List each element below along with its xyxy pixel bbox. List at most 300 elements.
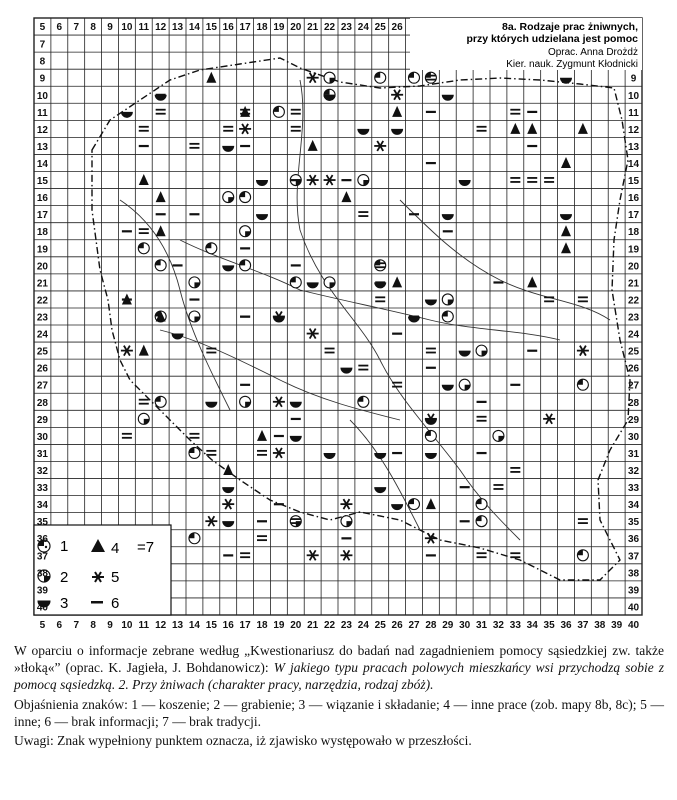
triangle-map-icon bbox=[561, 225, 571, 236]
top-col-label: 24 bbox=[357, 22, 369, 33]
left-row-label: 30 bbox=[36, 431, 49, 443]
circleQ-map-icon bbox=[577, 379, 588, 390]
rivers bbox=[120, 80, 610, 540]
circleQ-map-icon bbox=[409, 499, 420, 510]
equals-map-icon bbox=[477, 552, 487, 558]
right-row-label: 37 bbox=[627, 551, 640, 563]
right-row-label: 9 bbox=[630, 73, 637, 85]
dash-map-icon bbox=[122, 230, 132, 232]
left-row-label: 9 bbox=[39, 73, 46, 85]
bottom-col-label: 29 bbox=[442, 620, 454, 631]
asterisk-map-icon bbox=[121, 346, 133, 356]
asterisk-map-icon bbox=[324, 175, 336, 185]
dash-map-icon bbox=[527, 111, 537, 113]
dash-map-icon bbox=[139, 145, 149, 147]
equals-map-icon bbox=[578, 296, 588, 302]
equals-map-icon bbox=[257, 450, 267, 456]
left-row-label: 34 bbox=[36, 500, 49, 512]
halfCircle-map-icon bbox=[442, 95, 454, 101]
left-row-label: 8 bbox=[39, 56, 46, 68]
equals-map-icon bbox=[139, 399, 149, 405]
left-row-label: 13 bbox=[36, 141, 49, 153]
halfCircle-map-icon bbox=[425, 453, 437, 459]
equals-map-icon bbox=[156, 109, 166, 115]
bottom-col-label: 28 bbox=[425, 620, 437, 631]
halfCircle-map-icon bbox=[357, 129, 369, 135]
top-col-label: 9 bbox=[107, 22, 113, 33]
equals-map-icon bbox=[257, 535, 267, 541]
country-border bbox=[92, 58, 630, 580]
dash-map-icon bbox=[409, 213, 419, 215]
circleQ2-map-icon bbox=[240, 226, 251, 237]
bottom-col-label: 15 bbox=[205, 620, 217, 631]
left-row-label: 7 bbox=[39, 39, 46, 51]
halfCircle-map-icon bbox=[391, 504, 403, 510]
right-row-label: 28 bbox=[627, 397, 640, 409]
dash-map-icon bbox=[189, 298, 199, 300]
equals-map-icon bbox=[358, 365, 368, 371]
right-row-label: 33 bbox=[627, 483, 640, 495]
top-col-label: 23 bbox=[340, 22, 353, 33]
equals-map-icon bbox=[122, 433, 132, 439]
equals-map-icon bbox=[206, 450, 216, 456]
asterisk-map-icon bbox=[307, 175, 319, 185]
bottom-col-label: 9 bbox=[107, 620, 113, 631]
equals-map-icon bbox=[189, 433, 199, 439]
left-row-label: 35 bbox=[36, 517, 49, 529]
bottom-col-label: 18 bbox=[256, 620, 268, 631]
equals-map-icon bbox=[578, 518, 588, 524]
legend-label-5: 5 bbox=[111, 569, 120, 586]
left-row-label: 15 bbox=[36, 176, 49, 188]
bottom-col-label: 38 bbox=[594, 620, 606, 631]
right-row-label: 20 bbox=[627, 261, 640, 273]
dash-map-icon bbox=[274, 503, 284, 505]
equals-map-icon bbox=[291, 126, 301, 132]
legend-label-4: 4 bbox=[111, 540, 120, 557]
circleQ2-map-icon bbox=[223, 192, 234, 203]
bottom-col-label: 27 bbox=[408, 620, 420, 631]
left-row-label: 18 bbox=[36, 227, 49, 239]
equals-map-icon bbox=[510, 177, 520, 183]
triangle-map-icon bbox=[139, 345, 149, 356]
circleQ2-map-icon bbox=[240, 396, 251, 407]
triangle-map-icon bbox=[308, 140, 318, 151]
right-row-label: 22 bbox=[627, 295, 640, 307]
asterisk-map-icon bbox=[222, 499, 234, 509]
halfCircle-map-icon bbox=[222, 265, 234, 271]
triangle-map-icon bbox=[527, 276, 537, 287]
asterisk-map-icon bbox=[374, 141, 386, 151]
top-col-label: 20 bbox=[290, 22, 302, 33]
left-row-label: 37 bbox=[36, 551, 49, 563]
dash-map-icon bbox=[240, 145, 250, 147]
bottom-col-label: 14 bbox=[188, 620, 201, 631]
equals-map-icon bbox=[392, 382, 402, 388]
right-row-label: 10 bbox=[627, 90, 640, 102]
dash-map-icon bbox=[426, 111, 436, 113]
left-row-label: 27 bbox=[36, 380, 49, 392]
asterisk-map-icon bbox=[307, 73, 319, 83]
asterisk-map-icon bbox=[543, 414, 555, 424]
dash-map-icon bbox=[527, 350, 537, 352]
asterisk-map-icon bbox=[307, 550, 319, 560]
bottom-col-label: 23 bbox=[340, 620, 353, 631]
right-row-label: 31 bbox=[627, 448, 640, 460]
bottom-col-label: 17 bbox=[239, 620, 251, 631]
right-row-label: 29 bbox=[627, 414, 640, 426]
circleQ2-map-icon bbox=[442, 294, 453, 305]
halfCircle-map-icon bbox=[121, 112, 133, 118]
top-col-label: 5 bbox=[39, 22, 46, 33]
left-row-label: 14 bbox=[36, 158, 49, 170]
caption bbox=[14, 642, 664, 751]
left-row-label: 21 bbox=[36, 278, 49, 290]
dash-map-icon bbox=[173, 264, 183, 266]
map-supervisor: Kier. nauk. Zygmunt Kłodnicki bbox=[506, 59, 638, 70]
asterisk-map-icon bbox=[307, 329, 319, 339]
circleQ2-map-icon bbox=[324, 277, 335, 288]
bottom-col-label: 7 bbox=[73, 620, 80, 631]
dash-map-icon bbox=[223, 554, 233, 556]
left-row-label: 11 bbox=[37, 107, 48, 119]
equals-map-icon bbox=[510, 552, 520, 558]
halfCircle-map-icon bbox=[256, 214, 268, 220]
left-row-label: 32 bbox=[36, 466, 49, 478]
halfCircle-map-icon bbox=[340, 368, 352, 374]
bottom-col-label: 33 bbox=[509, 620, 521, 631]
asterisk-map-icon bbox=[239, 124, 251, 134]
right-row-label: 27 bbox=[627, 380, 640, 392]
map-title-line1: 8a. Rodzaje prac żniwnych, bbox=[502, 21, 638, 33]
halfCircle-map-icon bbox=[374, 453, 386, 459]
dash-map-icon bbox=[291, 264, 301, 266]
circleQ-map-icon bbox=[290, 277, 301, 288]
top-col-label: 18 bbox=[256, 22, 268, 33]
legend-label-1: 1 bbox=[60, 538, 69, 555]
circleQ-map-icon bbox=[476, 516, 487, 527]
right-row-label: 40 bbox=[627, 602, 640, 614]
circleQ-map-icon bbox=[425, 430, 436, 441]
legend-label-6: 6 bbox=[111, 595, 120, 612]
asterisk-map-icon bbox=[205, 516, 217, 526]
equals-map-icon bbox=[493, 484, 503, 490]
triangle-map-icon bbox=[206, 72, 216, 83]
top-col-label: 25 bbox=[374, 22, 386, 33]
right-row-label: 14 bbox=[627, 158, 640, 170]
top-col-label: 16 bbox=[222, 22, 234, 33]
triangle-map-icon bbox=[561, 242, 571, 253]
bottom-col-label: 37 bbox=[577, 620, 589, 631]
right-row-label: 26 bbox=[627, 363, 640, 375]
left-row-label: 25 bbox=[36, 346, 49, 358]
right-row-label: 34 bbox=[627, 500, 640, 512]
equals-map-icon bbox=[426, 348, 436, 354]
right-row-label: 24 bbox=[627, 329, 640, 341]
dash-map-icon bbox=[240, 316, 250, 318]
bottom-col-label: 31 bbox=[475, 620, 488, 631]
circleQ-map-icon bbox=[375, 72, 386, 83]
top-col-label: 14 bbox=[188, 22, 201, 33]
left-row-label: 12 bbox=[36, 124, 49, 136]
dash-map-icon bbox=[493, 281, 503, 283]
halfCircle-map-icon bbox=[324, 453, 336, 459]
circleQ2-map-icon bbox=[341, 516, 352, 527]
top-col-label: 11 bbox=[138, 22, 150, 33]
halfCircle-map-icon bbox=[222, 146, 234, 152]
halfCircle-map-icon bbox=[374, 282, 386, 288]
legend-label-7: =7 bbox=[137, 539, 155, 556]
triangle-map-icon bbox=[578, 123, 588, 134]
right-row-label: 13 bbox=[627, 141, 640, 153]
left-row-label: 36 bbox=[36, 534, 49, 546]
left-row-label: 22 bbox=[36, 295, 49, 307]
equals-map-icon bbox=[510, 109, 520, 115]
asterisk-map-icon bbox=[577, 346, 589, 356]
bottom-col-label: 25 bbox=[374, 620, 386, 631]
top-col-label: 7 bbox=[73, 22, 80, 33]
halfCircle-map-icon bbox=[560, 78, 572, 84]
top-col-label: 8 bbox=[90, 22, 96, 33]
right-row-label: 18 bbox=[627, 227, 640, 239]
dash-map-icon bbox=[341, 179, 351, 181]
right-row-label: 21 bbox=[627, 278, 640, 290]
halfCircle-map-icon bbox=[324, 95, 336, 101]
asterisk-map-icon bbox=[340, 499, 352, 509]
top-col-label: 13 bbox=[171, 22, 184, 33]
left-row-label: 17 bbox=[36, 210, 49, 222]
dash-map-icon bbox=[240, 247, 250, 249]
dash-map-icon bbox=[409, 316, 419, 318]
halfCircle-map-icon bbox=[290, 436, 302, 442]
bottom-col-label: 20 bbox=[290, 620, 302, 631]
circleQ-map-icon bbox=[425, 72, 436, 83]
right-row-label: 36 bbox=[627, 534, 640, 546]
circleQ-map-icon bbox=[138, 243, 149, 254]
circleQ2-map-icon bbox=[324, 72, 335, 83]
halfCircle-map-icon bbox=[459, 351, 471, 357]
triangle-map-icon bbox=[426, 498, 436, 509]
halfCircle-map-icon bbox=[205, 402, 217, 408]
circleQ2-map-icon bbox=[138, 413, 149, 424]
circleQ-map-icon bbox=[189, 447, 200, 458]
dash-map-icon bbox=[510, 384, 520, 386]
left-row-label: 23 bbox=[36, 312, 49, 324]
right-row-label: 30 bbox=[627, 431, 640, 443]
right-row-label: 17 bbox=[627, 210, 640, 222]
bottom-col-label: 32 bbox=[492, 620, 505, 631]
bottom-col-label: 8 bbox=[90, 620, 96, 631]
circleQ-map-icon bbox=[189, 533, 200, 544]
bottom-col-label: 36 bbox=[560, 620, 572, 631]
triangle-map-icon bbox=[510, 123, 520, 134]
halfCircle-map-icon bbox=[307, 282, 319, 288]
top-col-label: 17 bbox=[239, 22, 251, 33]
left-row-label: 24 bbox=[36, 329, 49, 341]
dash-map-icon bbox=[460, 520, 470, 522]
equals-map-icon bbox=[291, 109, 301, 115]
left-row-label: 40 bbox=[36, 602, 49, 614]
asterisk-map-icon bbox=[273, 448, 285, 458]
top-col-label: 15 bbox=[205, 22, 217, 33]
halfCircle-map-icon bbox=[560, 214, 572, 220]
dash-map-icon bbox=[460, 486, 470, 488]
left-row-label: 19 bbox=[36, 244, 49, 256]
dash-map-icon bbox=[527, 145, 537, 147]
halfCircle-map-icon bbox=[374, 487, 386, 493]
halfCircle-map-icon bbox=[391, 129, 403, 135]
dash-map-icon bbox=[426, 554, 436, 556]
bottom-col-label: 22 bbox=[323, 620, 336, 631]
circleQ2-map-icon bbox=[290, 516, 301, 527]
right-row-label: 19 bbox=[627, 244, 640, 256]
halfCircle-map-icon bbox=[459, 180, 471, 186]
halfCircle-map-icon bbox=[425, 299, 437, 305]
circleQ2-map-icon bbox=[459, 379, 470, 390]
circleQ-map-icon bbox=[206, 243, 217, 254]
bottom-col-label: 24 bbox=[357, 620, 369, 631]
equals-map-icon bbox=[477, 416, 487, 422]
top-col-label: 10 bbox=[121, 22, 133, 33]
circleQ-map-icon bbox=[273, 106, 284, 117]
circleQ-map-icon bbox=[240, 192, 251, 203]
circleQ-map-icon bbox=[409, 72, 420, 83]
top-col-label: 22 bbox=[323, 22, 336, 33]
left-row-label: 29 bbox=[36, 414, 49, 426]
halfCircle-map-icon bbox=[442, 214, 454, 220]
legend bbox=[34, 525, 171, 615]
left-row-label: 16 bbox=[36, 193, 49, 205]
equals-map-icon bbox=[223, 126, 233, 132]
asterisk-map-icon bbox=[273, 397, 285, 407]
left-row-label: 31 bbox=[36, 448, 49, 460]
bottom-col-label: 16 bbox=[222, 620, 234, 631]
halfCircle-map-icon bbox=[425, 419, 437, 425]
top-col-label: 21 bbox=[307, 22, 319, 33]
top-col-label: 19 bbox=[273, 22, 285, 33]
top-col-label: 26 bbox=[391, 22, 403, 33]
dash-map-icon bbox=[257, 520, 267, 522]
triangle-map-icon bbox=[561, 157, 571, 168]
equals-map-icon bbox=[477, 126, 487, 132]
legend-dash-icon bbox=[91, 601, 103, 604]
dash-map-icon bbox=[156, 213, 166, 215]
equals-map-icon bbox=[240, 552, 250, 558]
right-row-label: 11 bbox=[628, 107, 639, 119]
caption-question: W jakiego typu pracach polowych mieszkańcy wsi przychodzą sobie z pomocą sąsiedzką. 2. Przy żniwach (charakter pracy, narzędzia, rodzaj zbóż). bbox=[14, 660, 665, 693]
right-row-label: 12 bbox=[627, 124, 640, 136]
halfCircle-map-icon bbox=[222, 521, 234, 527]
circleQ2-map-icon bbox=[358, 175, 369, 186]
equals-map-icon bbox=[544, 177, 554, 183]
dash-map-icon bbox=[443, 230, 453, 232]
left-row-label: 20 bbox=[36, 261, 49, 273]
triangle-map-icon bbox=[156, 225, 166, 236]
halfCircle-map-icon bbox=[290, 402, 302, 408]
bottom-col-label: 13 bbox=[171, 620, 184, 631]
halfCircle-map-icon bbox=[172, 334, 184, 340]
dash-map-icon bbox=[189, 213, 199, 215]
caption-remarks: Uwagi: Znak wypełniony punktem oznacza, iż zjawisko występowało w przeszłości. bbox=[14, 733, 472, 749]
circleQ2-map-icon bbox=[493, 430, 504, 441]
halfCircle-map-icon bbox=[442, 385, 454, 391]
triangle-map-icon bbox=[240, 106, 250, 117]
dash-map-icon bbox=[240, 384, 250, 386]
circleQ-map-icon bbox=[155, 260, 166, 271]
caption-legend-explanation: Objaśnienia znaków: 1 — koszenie; 2 — grabienie; 3 — wiązanie i składanie; 4 — inne prace (zob. mapy 8b, 8c); 5 — inne; 6 — brak informacji; 7 — brak tradycji. bbox=[14, 696, 664, 729]
equals-map-icon bbox=[544, 296, 554, 302]
bottom-col-label: 40 bbox=[627, 620, 640, 631]
equals-map-icon bbox=[206, 348, 216, 354]
asterisk-map-icon bbox=[340, 550, 352, 560]
left-row-label: 39 bbox=[36, 585, 49, 597]
circleQ2-map-icon bbox=[189, 277, 200, 288]
left-row-label: 28 bbox=[36, 397, 49, 409]
triangle-map-icon bbox=[527, 123, 537, 134]
dash-map-icon bbox=[122, 298, 132, 300]
right-row-label: 15 bbox=[627, 176, 640, 188]
dash-map-icon bbox=[291, 418, 301, 420]
caption-paragraph-1 bbox=[14, 642, 664, 694]
legend-label-2: 2 bbox=[60, 569, 69, 586]
dash-map-icon bbox=[156, 94, 166, 96]
bottom-col-label: 34 bbox=[526, 620, 538, 631]
triangle-map-icon bbox=[223, 464, 233, 475]
halfCircle-map-icon bbox=[222, 487, 234, 493]
circleQ2-map-icon bbox=[476, 345, 487, 356]
caption-source: W oparciu o informacje zebrane według „Kwestionariusz do badań nad zagadnieniem pomocy sąsiedzkiej zw. także »tłoką«” (oprac. K. Jagieła, J. Bohdanowicz): bbox=[14, 643, 664, 676]
triangle-map-icon bbox=[139, 174, 149, 185]
right-row-label: 16 bbox=[627, 193, 640, 205]
right-row-label: 35 bbox=[627, 517, 640, 529]
right-row-label: 25 bbox=[627, 346, 640, 358]
dash-map-icon bbox=[426, 162, 436, 164]
triangle-map-icon bbox=[392, 106, 402, 117]
asterisk-map-icon bbox=[391, 90, 403, 100]
circleQ2-map-icon bbox=[189, 311, 200, 322]
equals-map-icon bbox=[189, 143, 199, 149]
dash-map-icon bbox=[291, 179, 301, 181]
triangle-map-icon bbox=[341, 191, 351, 202]
circleQ-map-icon bbox=[358, 396, 369, 407]
equals-map-icon bbox=[325, 348, 335, 354]
right-row-label: 38 bbox=[627, 568, 640, 580]
map-author: Oprac. Anna Drożdż bbox=[547, 47, 638, 58]
right-row-label: 39 bbox=[627, 585, 640, 597]
halfCircle-map-icon bbox=[256, 180, 268, 186]
dash-map-icon bbox=[477, 452, 487, 454]
bottom-col-label: 10 bbox=[121, 620, 133, 631]
bottom-col-label: 30 bbox=[459, 620, 471, 631]
dash-map-icon bbox=[274, 435, 284, 437]
triangle-map-icon bbox=[257, 430, 267, 441]
top-col-label: 12 bbox=[155, 22, 167, 33]
dash-map-icon bbox=[426, 367, 436, 369]
bottom-col-label: 35 bbox=[543, 620, 555, 631]
left-row-label: 38 bbox=[36, 568, 49, 580]
bottom-col-label: 5 bbox=[39, 620, 46, 631]
triangle-map-icon bbox=[392, 276, 402, 287]
equals-map-icon bbox=[527, 177, 537, 183]
circleQ-map-icon bbox=[442, 311, 453, 322]
circleQ-map-icon bbox=[375, 260, 386, 271]
triangle-map-icon bbox=[156, 191, 166, 202]
bottom-col-label: 19 bbox=[273, 620, 285, 631]
circleQ-map-icon bbox=[577, 550, 588, 561]
right-row-label: 23 bbox=[627, 312, 640, 324]
bottom-col-label: 21 bbox=[307, 620, 319, 631]
circleQ-map-icon bbox=[476, 499, 487, 510]
